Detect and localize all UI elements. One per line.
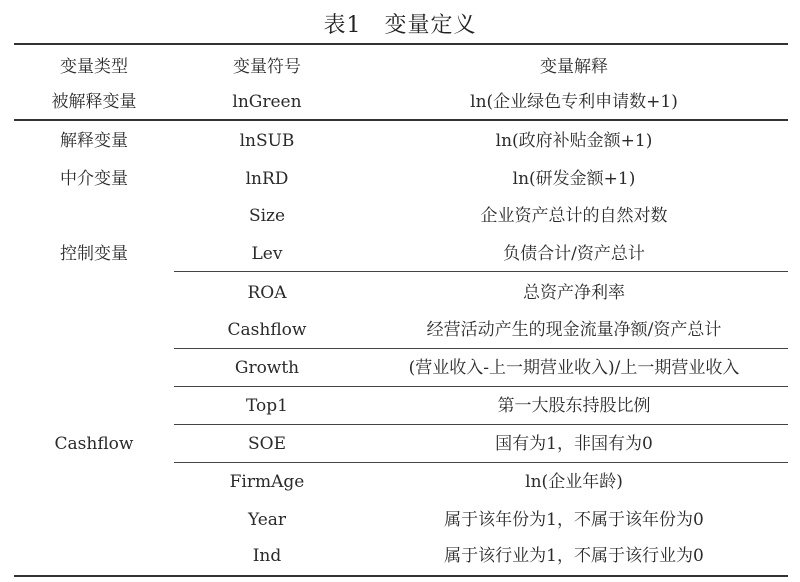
variable-definition-table <box>14 43 788 577</box>
table-row-symbol: Size <box>248 206 286 226</box>
table-row-symbol: SOE <box>248 434 286 454</box>
table-row-symbol: Top1 <box>246 396 288 416</box>
table-row-symbol: lnSUB <box>239 131 295 151</box>
table-row-description: 属于该年份为1，不属于该年份为0 <box>444 510 704 530</box>
table-row-symbol: ROA <box>247 283 287 303</box>
table-row-type: 解释变量 <box>60 131 128 151</box>
table-row-description: 总资产净利率 <box>523 283 625 303</box>
table-row-symbol: Ind <box>252 546 282 566</box>
table-row-symbol: lnRD <box>245 169 289 189</box>
table-row-description: 经营活动产生的现金流量净额/资产总计 <box>426 320 722 340</box>
table-row-type: Cashflow <box>54 434 134 454</box>
table-row-description: ln(企业年龄) <box>525 472 623 492</box>
table-row-type: 被解释变量 <box>51 92 137 112</box>
table-row-type: 中介变量 <box>60 169 128 189</box>
table-row-description: 国有为1，非国有为0 <box>495 434 653 454</box>
table-row-symbol: FirmAge <box>229 472 305 492</box>
header-variable-type: 变量类型 <box>60 57 128 77</box>
table-row-description: 企业资产总计的自然对数 <box>480 206 668 226</box>
table-row-description: ln(研发金额+1) <box>512 169 636 189</box>
table-row-type: 控制变量 <box>60 244 128 264</box>
table-row-symbol: Cashflow <box>227 320 307 340</box>
header-variable-symbol: 变量符号 <box>233 57 301 77</box>
header-variable-description: 变量解释 <box>540 57 608 77</box>
table-caption: 表1 变量定义 <box>323 13 477 38</box>
table-row-symbol: Year <box>247 510 287 530</box>
table-row-description: 属于该行业为1，不属于该行业为0 <box>444 546 704 566</box>
table-row-description: 负债合计/资产总计 <box>503 244 645 264</box>
table-row-symbol: lnGreen <box>232 92 302 112</box>
table-row-symbol: Lev <box>251 244 283 264</box>
table-row-symbol: Growth <box>234 358 300 378</box>
table-row-description: (营业收入-上一期营业收入)/上一期营业收入 <box>408 358 740 378</box>
table-row-description: ln(企业绿色专利申请数+1) <box>470 92 678 112</box>
table-row-description: 第一大股东持股比例 <box>497 396 651 416</box>
table-row-description: ln(政府补贴金额+1) <box>495 131 653 151</box>
